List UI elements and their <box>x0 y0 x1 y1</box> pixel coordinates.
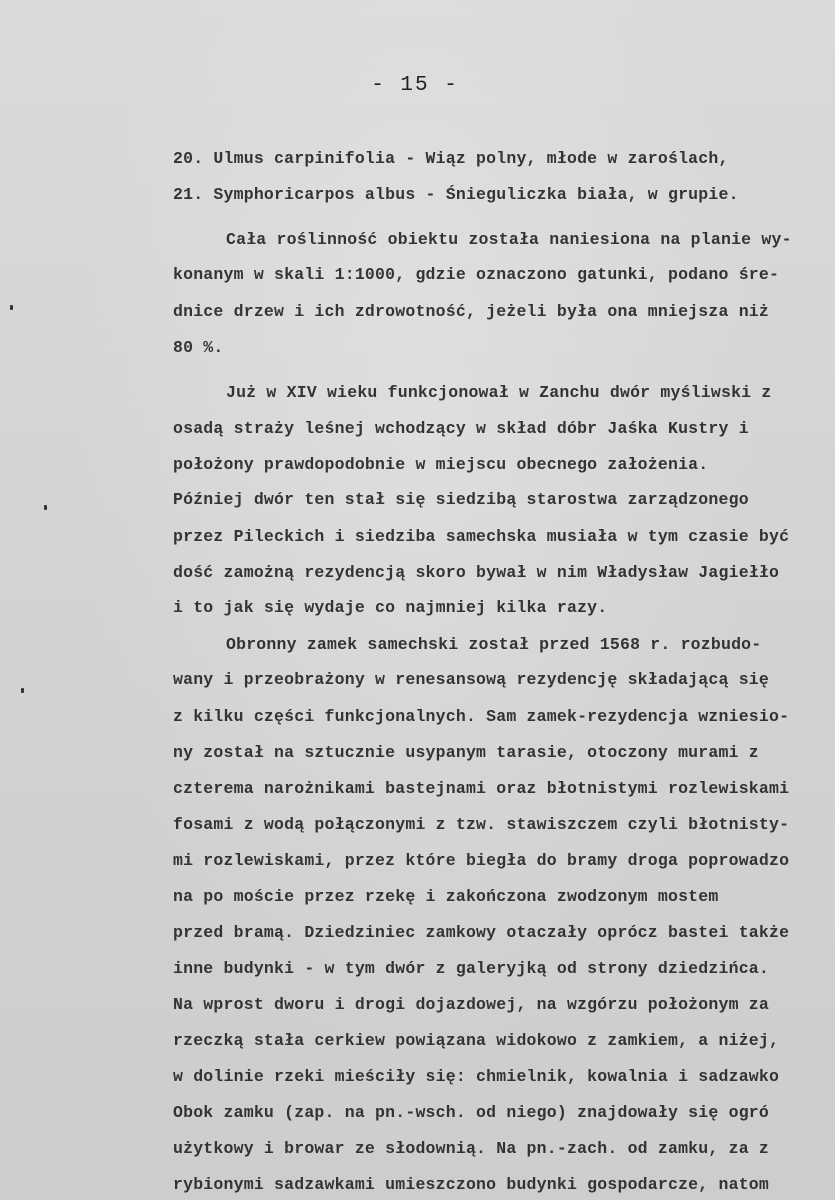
text-line: przez Pileckich i siedziba samechska musiała w tym czasie być <box>173 527 790 546</box>
text-line: mi rozlewiskami, przez które biegła do bramy droga poprowadzo <box>173 851 790 870</box>
text-line: ny został na sztucznie usypanym tarasie, otoczony murami z <box>173 743 759 762</box>
text-line: 80 %. <box>173 338 224 357</box>
text-line: Cała roślinność obiektu została naniesiona na planie wy- <box>226 230 792 249</box>
text-line: dość zamożną rezydencją skoro bywał w nim Władysław Jagiełło <box>173 563 780 582</box>
margin-mark <box>44 505 47 510</box>
text-line: 21. Symphoricarpos albus - Śnieguliczka biała, w grupie. <box>173 185 739 204</box>
text-line: na po moście przez rzekę i zakończona zwodzonym mostem <box>173 887 719 906</box>
text-line: osadą straży leśnej wchodzący w skład dóbr Jaśka Kustry i <box>173 419 749 438</box>
text-line: fosami z wodą połączonymi z tzw. stawiszczem czyli błotnisty- <box>173 815 790 834</box>
text-line: 20. Ulmus carpinifolia - Wiąz polny, młode w zaroślach, <box>173 149 729 168</box>
text-line: Już w XIV wieku funkcjonował w Zanchu dwór myśliwski z <box>226 383 772 402</box>
text-line: rybionymi sadzawkami umieszczono budynki gospodarcze, natom <box>173 1175 769 1194</box>
margin-mark <box>10 305 13 310</box>
text-line: w dolinie rzeki mieściły się: chmielnik, kowalnia i sadzawko <box>173 1067 780 1086</box>
text-line: dnice drzew i ich zdrowotność, jeżeli była ona mniejsza niż <box>173 302 769 321</box>
text-line: Na wprost dworu i drogi dojazdowej, na wzgórzu położonym za <box>173 995 769 1014</box>
text-line: rzeczką stała cerkiew powiązana widokowo z zamkiem, a niżej, <box>173 1031 780 1050</box>
text-line: inne budynki - w tym dwór z galeryjką od strony dziedzińca. <box>173 959 769 978</box>
text-line: i to jak się wydaje co najmniej kilka razy. <box>173 598 608 617</box>
text-line: Później dwór ten stał się siedzibą starostwa zarządzonego <box>173 490 749 509</box>
text-line: z kilku części funkcjonalnych. Sam zamek-rezydencja wzniesio- <box>173 707 790 726</box>
text-line: konanym w skali 1:1000, gdzie oznaczono gatunki, podano śre- <box>173 265 780 284</box>
text-line: położony prawdopodobnie w miejscu obecnego założenia. <box>173 455 709 474</box>
text-line: czterema narożnikami bastejnami oraz błotnistymi rozlewiskami <box>173 779 790 798</box>
text-line: Obronny zamek samechski został przed 1568 r. rozbudo- <box>226 635 762 654</box>
text-line: użytkowy i browar ze słodownią. Na pn.-zach. od zamku, za z <box>173 1139 769 1158</box>
margin-mark <box>21 688 24 693</box>
text-line: wany i przeobrażony w renesansową rezydencję składającą się <box>173 670 769 689</box>
text-line: Obok zamku (zap. na pn.-wsch. od niego) znajdowały się ogró <box>173 1103 769 1122</box>
text-line: przed bramą. Dziedziniec zamkowy otaczały oprócz bastei także <box>173 923 790 942</box>
page-number: - 15 - <box>371 74 459 97</box>
